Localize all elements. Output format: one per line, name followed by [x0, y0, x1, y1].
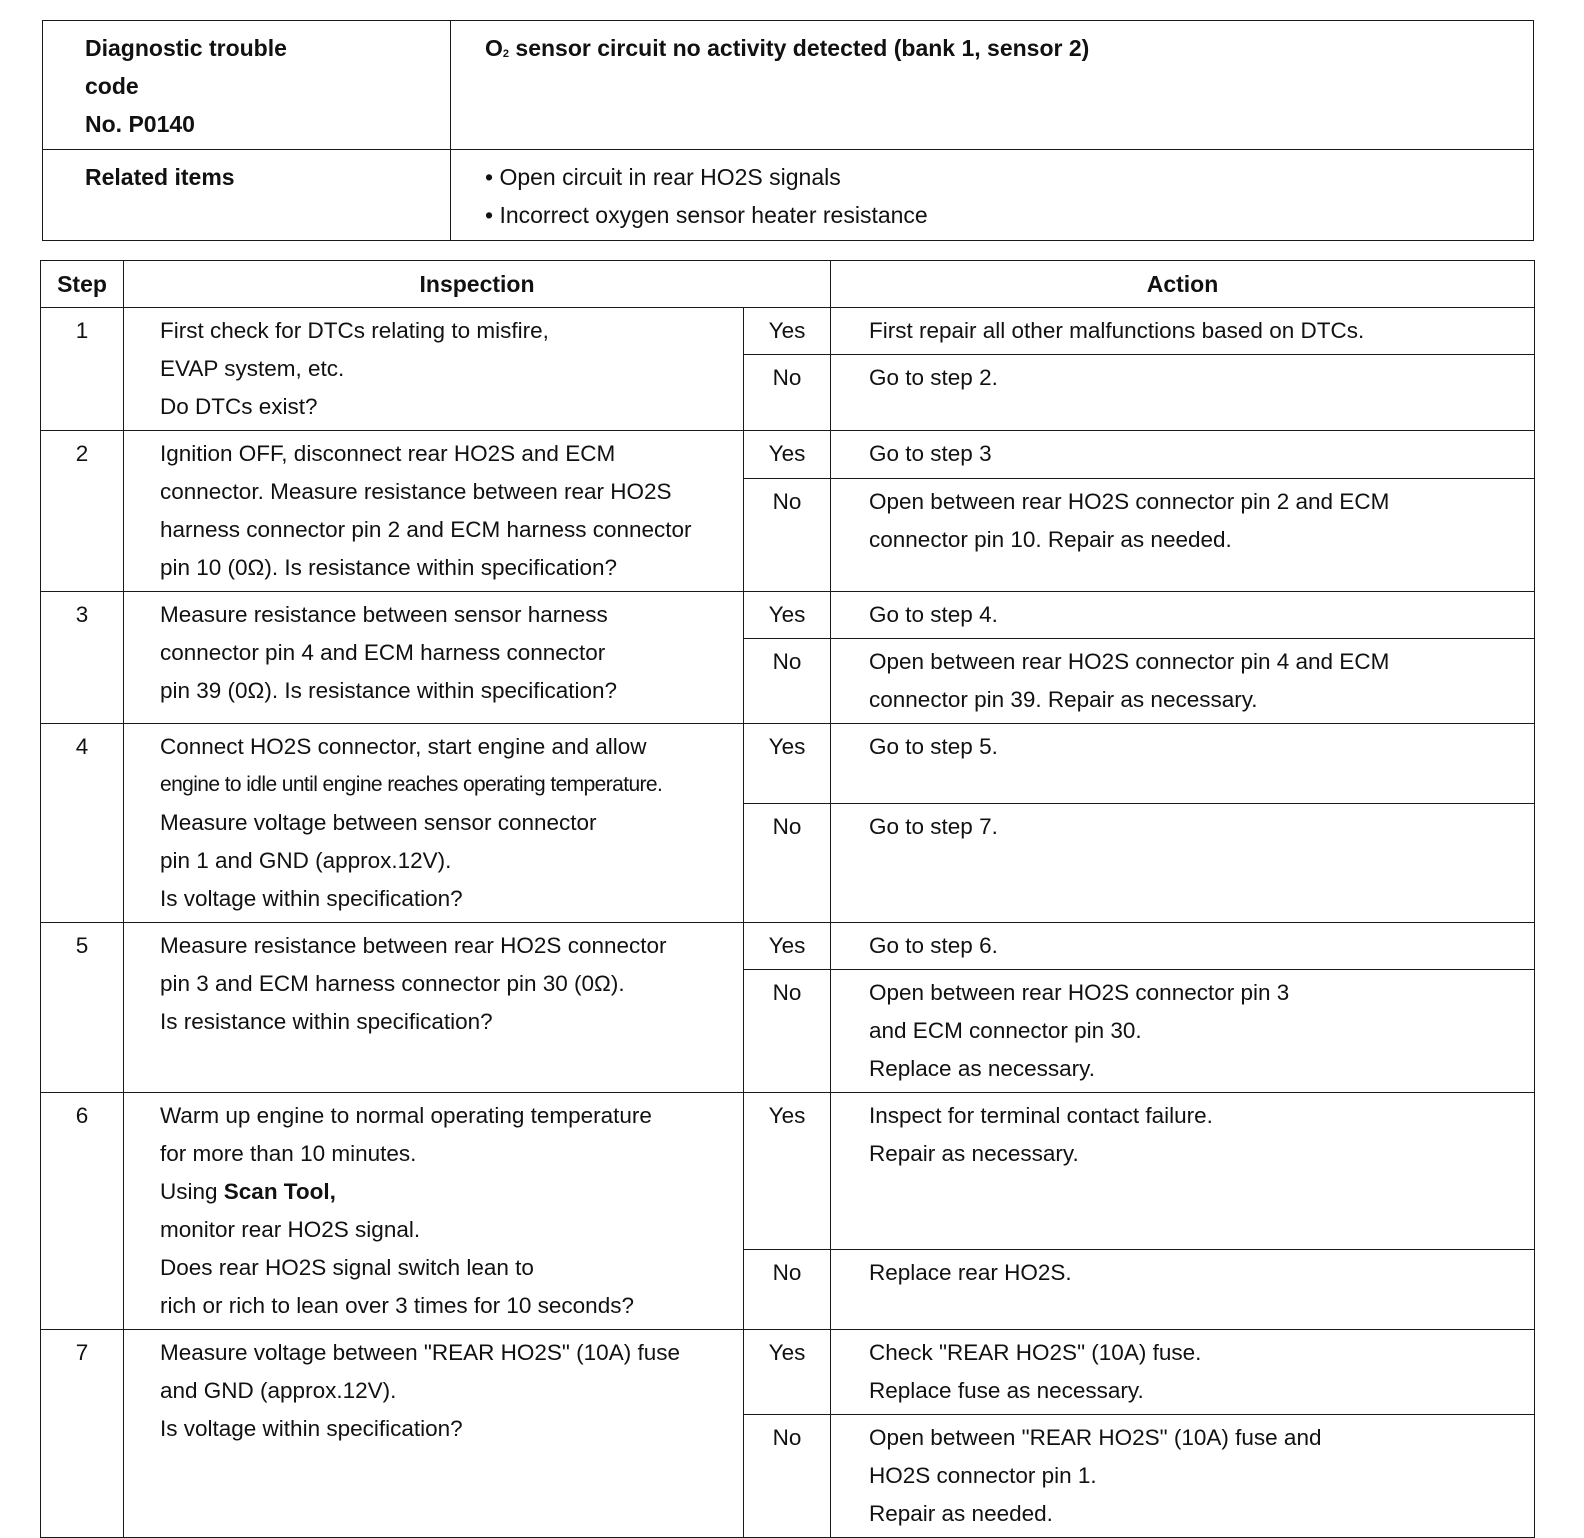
table-header-row	[41, 261, 1535, 308]
yes-action: Inspect for terminal contact failure. Repair as necessary.	[831, 1093, 1535, 1250]
step-number: 3	[41, 592, 124, 724]
dtc-label-cell	[43, 21, 451, 150]
dtc-title: O2 sensor circuit no activity detected (bank 1, sensor 2)	[485, 35, 1090, 61]
yes-label: Yes	[744, 431, 831, 479]
no-label: No	[744, 639, 831, 724]
yes-action: Go to step 6.	[831, 923, 1535, 970]
related-item: • Open circuit in rear HO2S signals	[485, 164, 841, 190]
related-items-label: Related items	[85, 164, 235, 190]
table-row	[41, 431, 1535, 479]
yes-label: Yes	[744, 308, 831, 355]
inspection-cell: Measure resistance between rear HO2S connector pin 3 and ECM harness connector pin 30 (0Ω). Is resistance within specification?	[124, 923, 744, 1093]
step-column-header: Step	[41, 261, 124, 308]
no-label: No	[744, 1250, 831, 1330]
no-label: No	[744, 479, 831, 592]
table-row	[41, 308, 1535, 355]
no-label: No	[744, 970, 831, 1093]
yes-action: Go to step 5.	[831, 724, 1535, 804]
step-number: 6	[41, 1093, 124, 1330]
yes-label: Yes	[744, 923, 831, 970]
step-number: 4	[41, 724, 124, 923]
no-action: Go to step 7.	[831, 804, 1535, 923]
related-item: • Incorrect oxygen sensor heater resistance	[485, 202, 928, 228]
step-number: 1	[41, 308, 124, 431]
inspection-cell: Measure resistance between sensor harness connector pin 4 and ECM harness connector pin 39 (0Ω). Is resistance within specification?	[124, 592, 744, 724]
diagnostic-steps-table	[40, 260, 1535, 1538]
action-column-header: Action	[831, 261, 1535, 308]
step-number: 2	[41, 431, 124, 592]
table-row	[41, 1330, 1535, 1415]
yes-label: Yes	[744, 724, 831, 804]
yes-action: First repair all other malfunctions based on DTCs.	[831, 308, 1535, 355]
no-action: Open between "REAR HO2S" (10A) fuse and HO2S connector pin 1. Repair as needed.	[831, 1415, 1535, 1538]
dtc-code: No. P0140	[85, 111, 195, 137]
yes-label: Yes	[744, 592, 831, 639]
dtc-label-line: Diagnostic trouble	[85, 35, 287, 61]
no-action: Open between rear HO2S connector pin 4 and ECM connector pin 39. Repair as necessary.	[831, 639, 1535, 724]
yes-label: Yes	[744, 1330, 831, 1415]
no-action: Go to step 2.	[831, 355, 1535, 431]
no-label: No	[744, 355, 831, 431]
table-row	[41, 724, 1535, 804]
no-action: Open between rear HO2S connector pin 2 and ECM connector pin 10. Repair as needed.	[831, 479, 1535, 592]
table-row	[41, 1093, 1535, 1250]
table-row	[41, 923, 1535, 970]
no-action: Open between rear HO2S connector pin 3 and ECM connector pin 30. Replace as necessary.	[831, 970, 1535, 1093]
scan-tool-label: Scan Tool,	[223, 1179, 336, 1204]
dtc-title-cell	[451, 21, 1534, 150]
inspection-cell: Warm up engine to normal operating temperature for more than 10 minutes. Using Scan Tool, monitor rear HO2S signal. Does rear HO2S signal switch lean to rich or rich to lean over 3 times for 10 seconds?	[124, 1093, 744, 1330]
inspection-cell: Ignition OFF, disconnect rear HO2S and ECM connector. Measure resistance between rear HO2S harness connector pin 2 and ECM harness connector pin 10 (0Ω). Is resistance within specification?	[124, 431, 744, 592]
related-items-label-cell	[43, 150, 451, 241]
no-label: No	[744, 804, 831, 923]
table-row	[41, 592, 1535, 639]
inspection-column-header: Inspection	[124, 261, 831, 308]
no-label: No	[744, 1415, 831, 1538]
yes-action: Check "REAR HO2S" (10A) fuse. Replace fuse as necessary.	[831, 1330, 1535, 1415]
inspection-cell: First check for DTCs relating to misfire, EVAP system, etc. Do DTCs exist?	[124, 308, 744, 431]
yes-label: Yes	[744, 1093, 831, 1250]
step-number: 7	[41, 1330, 124, 1538]
dtc-label-line: code	[85, 73, 139, 99]
step-number: 5	[41, 923, 124, 1093]
no-action: Replace rear HO2S.	[831, 1250, 1535, 1330]
yes-action: Go to step 3	[831, 431, 1535, 479]
related-items-cell	[451, 150, 1534, 241]
inspection-cell: Connect HO2S connector, start engine and allow engine to idle until engine reaches operating temperature. Measure voltage between sensor connector pin 1 and GND (approx.12V). Is voltage within specification?	[124, 724, 744, 923]
inspection-cell: Measure voltage between "REAR HO2S" (10A) fuse and GND (approx.12V). Is voltage within specification?	[124, 1330, 744, 1538]
dtc-info-table	[42, 20, 1534, 241]
yes-action: Go to step 4.	[831, 592, 1535, 639]
